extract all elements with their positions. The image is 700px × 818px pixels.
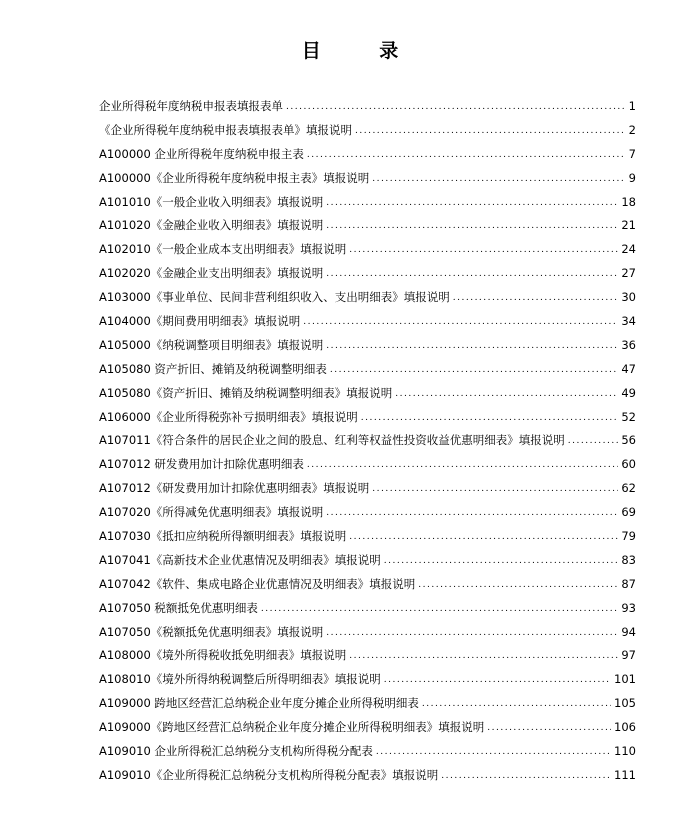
toc-entry[interactable]: [99, 358, 636, 382]
toc-entry-title: 企业所得税年度纳税申报表填报表单: [99, 99, 283, 113]
toc-entry-title: A107030《抵扣应纳税所得额明细表》填报说明: [99, 529, 347, 544]
toc-entry-title: A109000 跨地区经营汇总纳税企业年度分摊企业所得税明细表: [99, 696, 419, 711]
toc-entry-page-number: 24: [621, 242, 636, 257]
toc-entry[interactable]: [99, 143, 636, 167]
toc-entry[interactable]: [99, 238, 636, 262]
toc-entry-title: A103000《事业单位、民间非营利组织收入、支出明细表》填报说明: [99, 290, 450, 305]
toc-entry[interactable]: [99, 429, 636, 453]
toc-entry[interactable]: [99, 167, 636, 191]
toc-entry[interactable]: [99, 95, 636, 119]
toc-entry-page-number: 79: [621, 529, 636, 544]
toc-entry-page-number: 30: [621, 290, 636, 305]
toc-dot-leader: [261, 598, 618, 621]
toc-entry-title: A107020《所得减免优惠明细表》填报说明: [99, 505, 324, 520]
toc-dot-leader: [418, 574, 618, 597]
toc-entry-title: A107042《软件、集成电路企业优惠情况及明细表》填报说明: [99, 576, 416, 591]
toc-dot-leader: [422, 693, 611, 716]
toc-entry[interactable]: [99, 716, 636, 740]
toc-dot-leader: [326, 192, 618, 215]
toc-entry-title: A107050 税额抵免优惠明细表: [99, 600, 258, 615]
toc-entry-title: A105000《纳税调整项目明细表》填报说明: [99, 337, 324, 352]
toc-dot-leader: [307, 144, 626, 167]
toc-entry-title: A107050《税额抵免优惠明细表》填报说明: [99, 624, 324, 639]
toc-entry-page-number: 36: [621, 337, 636, 352]
toc-entry-page-number: 56: [621, 433, 636, 448]
toc-entry[interactable]: [99, 477, 636, 501]
toc-entry-title: A107041《高新技术企业优惠情况及明细表》填报说明: [99, 552, 381, 567]
toc-entry-title: A109010《企业所得税汇总纳税分支机构所得税分配表》填报说明: [99, 767, 439, 782]
toc-entry-page-number: 110: [614, 744, 636, 759]
toc-dot-leader: [355, 120, 626, 143]
toc-dot-leader: [372, 168, 625, 191]
toc-entry-title: A107012 研发费用加计扣除优惠明细表: [99, 457, 304, 472]
toc-entry-title: A102020《金融企业支出明细表》填报说明: [99, 266, 324, 281]
toc-entry-title: A109000《跨地区经营汇总纳税企业年度分摊企业所得税明细表》填报说明: [99, 720, 485, 735]
toc-entry-page-number: 9: [628, 170, 636, 185]
toc-dot-leader: [326, 335, 618, 358]
toc-entry[interactable]: [99, 597, 636, 621]
toc-entry[interactable]: [99, 621, 636, 645]
toc-dot-leader: [384, 550, 619, 573]
toc-entry[interactable]: [99, 501, 636, 525]
toc-entry-page-number: 105: [614, 696, 636, 711]
toc-entry-page-number: 60: [621, 457, 636, 472]
toc-entry-title: A100000《企业所得税年度纳税申报主表》填报说明: [99, 170, 370, 185]
toc-entry[interactable]: [99, 334, 636, 358]
toc-entry[interactable]: [99, 262, 636, 286]
toc-entry[interactable]: [99, 740, 636, 764]
toc-entry-title: A107012《研发费用加计扣除优惠明细表》填报说明: [99, 481, 370, 496]
toc-dot-leader: [568, 430, 619, 453]
toc-entry-page-number: 111: [614, 767, 636, 782]
table-of-contents: [99, 95, 636, 788]
toc-entry[interactable]: [99, 692, 636, 716]
toc-entry-page-number: 83: [621, 552, 636, 567]
toc-entry-page-number: 34: [621, 314, 636, 329]
toc-entry-page-number: 49: [621, 385, 636, 400]
toc-dot-leader: [326, 263, 618, 286]
toc-dot-leader: [453, 287, 619, 310]
toc-entry-title: A108000《境外所得税收抵免明细表》填报说明: [99, 648, 347, 663]
toc-entry[interactable]: [99, 119, 636, 143]
toc-entry-title: A107011《符合条件的居民企业之间的股息、红利等权益性投资收益优惠明细表》填报说明: [99, 433, 565, 448]
toc-entry-page-number: 18: [621, 194, 636, 209]
toc-dot-leader: [303, 311, 618, 334]
toc-entry-page-number: 47: [621, 361, 636, 376]
toc-entry-page-number: 97: [621, 648, 636, 663]
toc-dot-leader: [441, 765, 611, 788]
toc-dot-leader: [395, 383, 618, 406]
toc-entry-title: 《企业所得税年度纳税申报表填报表单》填报说明: [99, 122, 352, 137]
toc-entry-page-number: 69: [621, 505, 636, 520]
toc-entry-title: A101010《一般企业收入明细表》填报说明: [99, 194, 324, 209]
toc-dot-leader: [376, 741, 611, 764]
toc-entry[interactable]: [99, 406, 636, 430]
toc-entry-page-number: 7: [628, 146, 636, 161]
toc-entry-page-number: 1: [628, 99, 636, 113]
toc-entry-page-number: 93: [621, 600, 636, 615]
toc-dot-leader: [330, 359, 618, 382]
toc-entry[interactable]: [99, 549, 636, 573]
toc-dot-leader: [384, 669, 611, 692]
toc-entry-page-number: 27: [621, 266, 636, 281]
toc-dot-leader: [349, 645, 618, 668]
toc-entry[interactable]: [99, 453, 636, 477]
toc-dot-leader: [326, 502, 618, 525]
toc-dot-leader: [326, 622, 618, 645]
toc-entry[interactable]: [99, 310, 636, 334]
toc-dot-leader: [349, 239, 618, 262]
toc-entry-page-number: 106: [614, 720, 636, 735]
toc-entry-title: A108010《境外所得纳税调整后所得明细表》填报说明: [99, 672, 381, 687]
toc-entry[interactable]: [99, 214, 636, 238]
toc-entry-page-number: 21: [621, 218, 636, 233]
toc-dot-leader: [372, 478, 618, 501]
toc-entry-title: A100000 企业所得税年度纳税申报主表: [99, 146, 304, 161]
toc-entry-title: A101020《金融企业收入明细表》填报说明: [99, 218, 324, 233]
toc-entry[interactable]: [99, 525, 636, 549]
toc-entry-page-number: 87: [621, 576, 636, 591]
toc-entry-page-number: 62: [621, 481, 636, 496]
toc-dot-leader: [307, 454, 618, 477]
toc-entry[interactable]: [99, 573, 636, 597]
page-title: 目 录: [301, 40, 425, 62]
toc-entry[interactable]: [99, 764, 636, 788]
toc-entry-title: A104000《期间费用明细表》填报说明: [99, 314, 301, 329]
toc-entry-title: A106000《企业所得税弥补亏损明细表》填报说明: [99, 409, 358, 424]
toc-entry[interactable]: [99, 286, 636, 310]
toc-dot-leader: [361, 407, 619, 430]
toc-entry[interactable]: [99, 668, 636, 692]
toc-entry-page-number: 52: [621, 409, 636, 424]
toc-entry-title: A105080 资产折旧、摊销及纳税调整明细表: [99, 361, 327, 376]
toc-entry[interactable]: [99, 644, 636, 668]
toc-dot-leader: [286, 96, 626, 119]
toc-entry-title: A102010《一般企业成本支出明细表》填报说明: [99, 242, 347, 257]
toc-entry-page-number: 2: [628, 122, 636, 137]
toc-entry[interactable]: [99, 191, 636, 215]
toc-entry-title: A105080《资产折旧、摊销及纳税调整明细表》填报说明: [99, 385, 393, 400]
toc-dot-leader: [349, 526, 618, 549]
toc-dot-leader: [326, 215, 618, 238]
toc-entry[interactable]: [99, 382, 636, 406]
toc-dot-leader: [487, 717, 611, 740]
toc-entry-page-number: 101: [614, 672, 636, 687]
toc-entry-page-number: 94: [621, 624, 636, 639]
toc-entry-title: A109010 企业所得税汇总纳税分支机构所得税分配表: [99, 744, 373, 759]
